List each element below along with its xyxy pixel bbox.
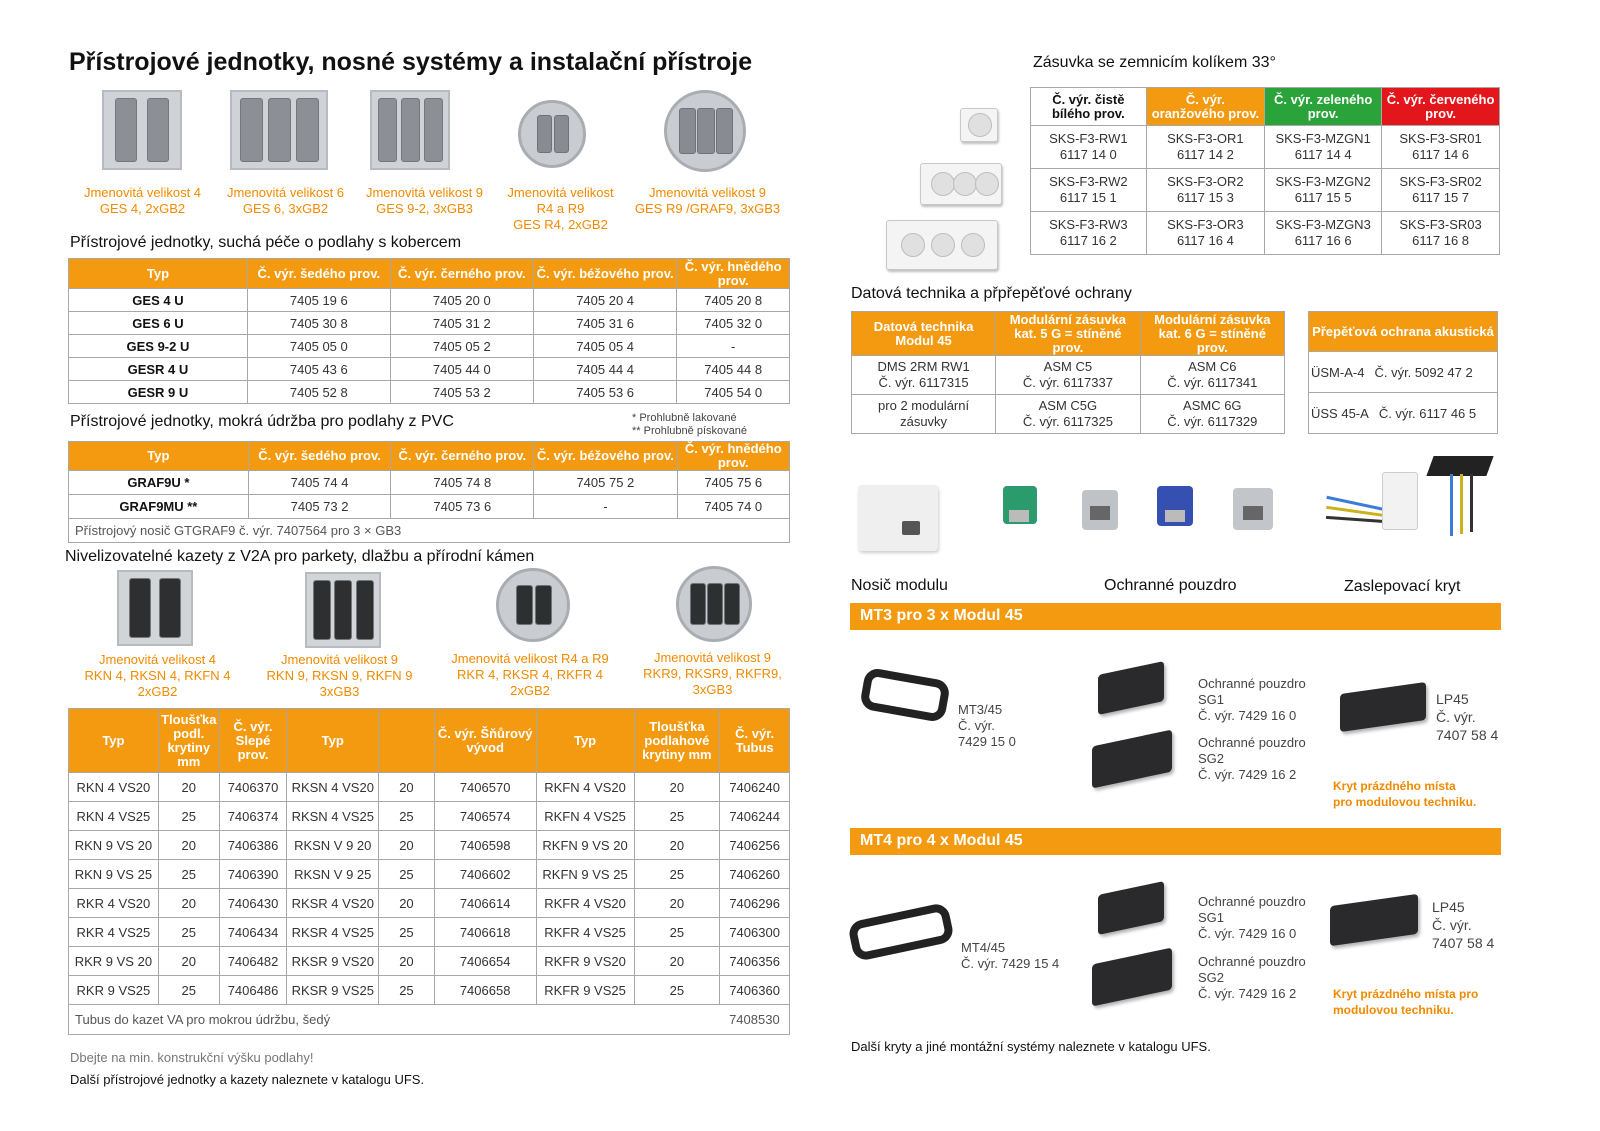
socket-type: SKS-F3-OR1 bbox=[1167, 131, 1244, 146]
mt4-case1-image bbox=[1098, 881, 1164, 935]
dry-type: GESR 4 U bbox=[69, 358, 248, 381]
dry-value: 7405 53 6 bbox=[533, 381, 677, 404]
dry-value: 7405 19 6 bbox=[247, 289, 390, 312]
kazety-cell: RKFR 9 VS20 bbox=[536, 947, 634, 976]
dry-h1: Č. výr. šedého prov. bbox=[247, 259, 390, 289]
socket-type: SKS-F3-SR02 bbox=[1399, 174, 1482, 189]
rkn9-image bbox=[305, 572, 381, 648]
kazety-cell: RKN 9 VS 25 bbox=[69, 860, 159, 889]
wet-note-1: * Prohlubně lakované bbox=[632, 412, 737, 424]
socket-h2: Č. výr. zeleného prov. bbox=[1265, 88, 1382, 126]
kazety-cell: 25 bbox=[158, 860, 219, 889]
dry-row bbox=[69, 289, 790, 312]
kazety-cell: 25 bbox=[158, 976, 219, 1005]
dry-value: 7405 44 8 bbox=[677, 358, 790, 381]
mt4-carrier-label: MT4/45 Č. výr. 7429 15 4 bbox=[961, 940, 1060, 971]
data-line1: pro 2 modulární bbox=[878, 398, 970, 413]
kazety-cell: 20 bbox=[379, 889, 435, 918]
surge-number: Č. výr. 6117 46 5 bbox=[1378, 405, 1477, 421]
kz-h0: Typ bbox=[69, 709, 159, 773]
kazety-row bbox=[69, 831, 790, 860]
kazety-cell: RKFN 9 VS 25 bbox=[536, 860, 634, 889]
kazety-caption-2: Jmenovitá velikost 9 RKN 9, RKSN 9, RKFN 9 3xGB3 bbox=[266, 652, 413, 699]
dry-value: 7405 54 0 bbox=[677, 381, 790, 404]
mt4-carrier-image bbox=[847, 902, 955, 962]
wet-h0: Typ bbox=[69, 442, 249, 471]
wet-type: GRAF9U * bbox=[69, 471, 249, 495]
kazety-cell: 25 bbox=[634, 918, 720, 947]
dry-value: 7405 31 2 bbox=[390, 312, 533, 335]
size-caption-3: Jmenovitá velikost 9 GES 9-2, 3xGB3 bbox=[365, 185, 484, 216]
asm-c5-image bbox=[1003, 486, 1037, 524]
socket-type: SKS-F3-RW3 bbox=[1049, 217, 1128, 232]
kazety-cell: 25 bbox=[634, 860, 720, 889]
dry-type: GESR 9 U bbox=[69, 381, 248, 404]
ges4-image bbox=[102, 90, 182, 170]
kazety-cell: 20 bbox=[379, 947, 435, 976]
kazety-cell: RKSR 4 VS20 bbox=[287, 889, 379, 918]
data-h1: Modulární zásuvka kat. 5 G = stíněné prov. bbox=[996, 312, 1140, 356]
kazety-cell: 7406614 bbox=[434, 889, 536, 918]
kazety-footer-value: 7408530 bbox=[720, 1005, 790, 1035]
kazety-cell: 20 bbox=[379, 831, 435, 860]
asm-c5g-image bbox=[1082, 490, 1118, 530]
page-title: Přístrojové jednotky, nosné systémy a instalační přístroje bbox=[69, 48, 753, 76]
kazety-cell: 25 bbox=[634, 802, 720, 831]
data-line2: Č. výr. 6117341 bbox=[1167, 375, 1258, 390]
mt3-case1-label: Ochranné pouzdro SG1 Č. výr. 7429 16 0 bbox=[1198, 676, 1306, 723]
wet-value: 7405 73 2 bbox=[248, 495, 391, 519]
footer-note: Dbejte na min. konstrukční výšku podlahy! bbox=[70, 1050, 314, 1065]
socket-number: 6117 16 2 bbox=[1059, 233, 1117, 248]
mt3-case2-label: Ochranné pouzdro SG2 Č. výr. 7429 16 2 bbox=[1198, 735, 1306, 782]
surge-h: Přepěťová ochrana akustická bbox=[1309, 312, 1498, 352]
data-row bbox=[852, 356, 1285, 395]
data-cell bbox=[852, 356, 996, 395]
asmc-6g-image bbox=[1233, 488, 1273, 530]
kazety-cell: 7406482 bbox=[219, 947, 287, 976]
socket-1-image bbox=[960, 108, 998, 142]
dry-value: 7405 44 4 bbox=[533, 358, 677, 381]
kazety-cell: 25 bbox=[634, 976, 720, 1005]
gesr4-image bbox=[518, 100, 586, 168]
kazety-cell: 20 bbox=[634, 773, 720, 802]
kazety-cell: RKFR 4 VS20 bbox=[536, 889, 634, 918]
surge-type: ÜSM-A-4 bbox=[1311, 364, 1365, 380]
data-h0: Datová technika Modul 45 bbox=[852, 312, 996, 356]
dry-value: 7405 30 8 bbox=[247, 312, 390, 335]
kazety-cell: 20 bbox=[158, 947, 219, 976]
kz-h2: Č. výr. Slepé prov. bbox=[219, 709, 287, 773]
size-caption-5: Jmenovitá velikost 9 GES R9 /GRAF9, 3xGB3 bbox=[634, 185, 781, 216]
socket-number: 6117 16 8 bbox=[1412, 233, 1470, 248]
kazety-cell: 25 bbox=[158, 802, 219, 831]
socket-2-image bbox=[920, 163, 1002, 205]
wet-value: 7405 75 6 bbox=[677, 471, 790, 495]
kazety-row bbox=[69, 918, 790, 947]
dry-value: 7405 52 8 bbox=[247, 381, 390, 404]
kazety-cell: 7406434 bbox=[219, 918, 287, 947]
dry-value: 7405 20 8 bbox=[677, 289, 790, 312]
wet-h2: Č. výr. černého prov. bbox=[391, 442, 534, 471]
data-heading: Datová technika a přpřepěťové ochrany bbox=[851, 285, 1132, 302]
rkn4-image bbox=[117, 570, 193, 646]
socket-type: SKS-F3-SR03 bbox=[1399, 217, 1482, 232]
mt3-bar: MT3 pro 3 x Modul 45 bbox=[850, 603, 1501, 630]
kazety-cell: RKFR 4 VS25 bbox=[536, 918, 634, 947]
rkr9-image bbox=[676, 566, 752, 642]
kazety-cell: 7406356 bbox=[720, 947, 790, 976]
wet-h1: Č. výr. šedého prov. bbox=[248, 442, 391, 471]
ges6-image bbox=[230, 90, 328, 170]
wet-footer: Přístrojový nosič GTGRAF9 č. výr. 7407564 pro 3 × GB3 bbox=[69, 519, 790, 543]
kazety-cell: 25 bbox=[379, 802, 435, 831]
kazety-cell: 20 bbox=[158, 889, 219, 918]
socket-number: 6117 14 2 bbox=[1176, 147, 1234, 162]
socket-number: 6117 15 7 bbox=[1412, 190, 1470, 205]
kazety-footer-label: Tubus do kazet VA pro mokrou údržbu, šedý bbox=[69, 1005, 720, 1035]
wet-value: 7405 74 4 bbox=[248, 471, 391, 495]
kazety-caption-3: Jmenovitá velikost R4 a R9 RKR 4, RKSR 4, RKFR 4 2xGB2 bbox=[451, 651, 609, 698]
kazety-cell: 20 bbox=[634, 947, 720, 976]
socket-h0: Č. výr. čistě bílého prov. bbox=[1031, 88, 1147, 126]
kazety-cell: RKFR 9 VS25 bbox=[536, 976, 634, 1005]
data-line2: Č. výr. 6117337 bbox=[1022, 375, 1113, 390]
wet-row bbox=[69, 495, 790, 519]
kazety-cell: 7406654 bbox=[434, 947, 536, 976]
socket-type: SKS-F3-RW2 bbox=[1049, 174, 1128, 189]
data-cell bbox=[996, 356, 1140, 395]
mt3-cover-note: Kryt prázdného místa pro modulovou techniku. bbox=[1333, 779, 1477, 809]
col-kryt: Zaslepovací kryt bbox=[1344, 578, 1461, 595]
wet-heading: Přístrojové jednotky, mokrá údržba pro podlahy z PVC bbox=[70, 413, 454, 430]
socket-type: SKS-F3-RW1 bbox=[1049, 131, 1128, 146]
socket-cell bbox=[1146, 212, 1264, 255]
socket-row bbox=[1031, 169, 1500, 212]
kz-h4 bbox=[379, 709, 435, 773]
uss-surge-image bbox=[1430, 456, 1492, 538]
dry-value: 7405 44 0 bbox=[390, 358, 533, 381]
kazety-cell: 7406618 bbox=[434, 918, 536, 947]
data-line1: ASM C5 bbox=[1043, 359, 1093, 374]
gesr9-image bbox=[664, 90, 746, 172]
kazety-cell: 7406570 bbox=[434, 773, 536, 802]
socket-type: SKS-F3-OR2 bbox=[1167, 174, 1244, 189]
kazety-cell: 7406300 bbox=[720, 918, 790, 947]
kazety-cell: 7406374 bbox=[219, 802, 287, 831]
socket-number: 6117 16 4 bbox=[1176, 233, 1234, 248]
socket-cell bbox=[1146, 169, 1264, 212]
kazety-cell: RKSR 9 VS20 bbox=[287, 947, 379, 976]
socket-type: SKS-F3-MZGN2 bbox=[1275, 174, 1371, 189]
socket-cell bbox=[1146, 126, 1264, 169]
kazety-cell: 7406430 bbox=[219, 889, 287, 918]
kazety-cell: RKR 9 VS 20 bbox=[69, 947, 159, 976]
kazety-cell: RKSR 4 VS25 bbox=[287, 918, 379, 947]
wet-value: - bbox=[534, 495, 677, 519]
wet-type: GRAF9MU ** bbox=[69, 495, 249, 519]
dry-h2: Č. výr. černého prov. bbox=[390, 259, 533, 289]
kazety-row bbox=[69, 976, 790, 1005]
col-nosic: Nosič modulu bbox=[851, 577, 948, 594]
kazety-table bbox=[68, 708, 790, 1035]
kz-h8: Č. výr. Tubus bbox=[720, 709, 790, 773]
kazety-row bbox=[69, 773, 790, 802]
socket-number: 6117 14 4 bbox=[1294, 147, 1352, 162]
socket-cell bbox=[1031, 212, 1147, 255]
data-cell bbox=[1140, 356, 1284, 395]
kazety-cell: RKSN 4 VS25 bbox=[287, 802, 379, 831]
data-line1: ASM C5G bbox=[1038, 398, 1098, 413]
usm-surge-image bbox=[1326, 472, 1416, 532]
mt4-cover-note: Kryt prázdného místa pro modulovou techniku. bbox=[1333, 987, 1479, 1017]
surge-cell bbox=[1309, 352, 1498, 393]
kazety-cell: 7406360 bbox=[720, 976, 790, 1005]
kazety-cell: 20 bbox=[158, 831, 219, 860]
dry-type: GES 4 U bbox=[69, 289, 248, 312]
mt4-case2-label: Ochranné pouzdro SG2 Č. výr. 7429 16 2 bbox=[1198, 954, 1306, 1001]
kazety-row bbox=[69, 947, 790, 976]
dry-h0: Typ bbox=[69, 259, 248, 289]
mt3-carrier-label: MT3/45 Č. výr. 7429 15 0 bbox=[958, 702, 1016, 749]
socket-number: 6117 16 6 bbox=[1294, 233, 1352, 248]
asm-c6-image bbox=[1157, 486, 1193, 526]
rkr4-image bbox=[496, 568, 570, 642]
kazety-cell: 20 bbox=[634, 889, 720, 918]
mt4-case2-image bbox=[1092, 947, 1172, 1006]
socket-cell bbox=[1265, 212, 1382, 255]
data-line2: Č. výr. 6117315 bbox=[878, 375, 969, 390]
kazety-cell: 7406598 bbox=[434, 831, 536, 860]
dry-row bbox=[69, 335, 790, 358]
kazety-cell: 7406240 bbox=[720, 773, 790, 802]
size-caption-4: Jmenovitá velikost R4 a R9 GES R4, 2xGB2 bbox=[507, 185, 614, 232]
kazety-cell: 7406256 bbox=[720, 831, 790, 860]
surge-cell bbox=[1309, 393, 1498, 434]
socket-number: 6117 15 5 bbox=[1294, 190, 1352, 205]
socket-cell bbox=[1382, 212, 1500, 255]
kazety-cell: RKFN 4 VS25 bbox=[536, 802, 634, 831]
kazety-cell: RKFN 4 VS20 bbox=[536, 773, 634, 802]
kazety-row bbox=[69, 802, 790, 831]
kazety-cell: 7406260 bbox=[720, 860, 790, 889]
data-cell bbox=[852, 395, 996, 434]
wet-row bbox=[69, 471, 790, 495]
kz-h1: Tloušťka podl. krytiny mm bbox=[158, 709, 219, 773]
socket-row bbox=[1031, 212, 1500, 255]
kazety-cell: 7406390 bbox=[219, 860, 287, 889]
dry-value: 7405 20 4 bbox=[533, 289, 677, 312]
kazety-cell: RKR 4 VS20 bbox=[69, 889, 159, 918]
mt3-carrier-image bbox=[859, 667, 951, 723]
dry-value: - bbox=[677, 335, 790, 358]
socket-cell bbox=[1265, 169, 1382, 212]
socket-type: SKS-F3-MZGN3 bbox=[1275, 217, 1371, 232]
kazety-cell: RKN 4 VS20 bbox=[69, 773, 159, 802]
mt3-cover-label: LP45 Č. výr. 7407 58 4 bbox=[1436, 691, 1499, 743]
kazety-cell: RKSN 4 VS20 bbox=[287, 773, 379, 802]
dry-value: 7405 20 0 bbox=[390, 289, 533, 312]
size-caption-2: Jmenovitá velikost 6 GES 6, 3xGB2 bbox=[226, 185, 345, 216]
kazety-heading: Nivelizovatelné kazety z V2A pro parkety, dlažbu a přírodní kámen bbox=[65, 548, 535, 565]
data-line2: zásuvky bbox=[900, 414, 948, 429]
surge-row bbox=[1309, 393, 1498, 434]
dry-row bbox=[69, 312, 790, 335]
kazety-cell: 25 bbox=[379, 918, 435, 947]
data-table bbox=[851, 311, 1285, 434]
socket-cell bbox=[1031, 126, 1147, 169]
socket-3-image bbox=[886, 220, 998, 270]
data-line2: Č. výr. 6117325 bbox=[1022, 414, 1113, 429]
kz-h3: Typ bbox=[287, 709, 379, 773]
socket-cell bbox=[1031, 169, 1147, 212]
dry-type: GES 9-2 U bbox=[69, 335, 248, 358]
socket-number: 6117 14 0 bbox=[1059, 147, 1117, 162]
socket-cell bbox=[1265, 126, 1382, 169]
mt4-bar: MT4 pro 4 x Modul 45 bbox=[850, 828, 1501, 855]
kazety-cell: 7406370 bbox=[219, 773, 287, 802]
data-line2: Č. výr. 6117329 bbox=[1167, 414, 1258, 429]
dry-value: 7405 43 6 bbox=[247, 358, 390, 381]
dry-value: 7405 05 0 bbox=[247, 335, 390, 358]
surge-table bbox=[1308, 311, 1498, 434]
socket-cell bbox=[1382, 126, 1500, 169]
dry-type: GES 6 U bbox=[69, 312, 248, 335]
dry-table bbox=[68, 258, 790, 404]
wet-value: 7405 75 2 bbox=[534, 471, 677, 495]
kazety-row bbox=[69, 860, 790, 889]
kazety-cell: 20 bbox=[158, 773, 219, 802]
mt4-cover-image bbox=[1330, 894, 1418, 946]
kazety-caption-1: Jmenovitá velikost 4 RKN 4, RKSN 4, RKFN 4 2xGB2 bbox=[84, 652, 231, 699]
dry-value: 7405 05 2 bbox=[390, 335, 533, 358]
mt3-cover-image bbox=[1340, 682, 1426, 732]
kz-h6: Typ bbox=[536, 709, 634, 773]
data-line1: DMS 2RM RW1 bbox=[877, 359, 970, 374]
socket-number: 6117 15 3 bbox=[1176, 190, 1234, 205]
col-pouzdro: Ochranné pouzdro bbox=[1104, 577, 1237, 594]
mt4-case1-label: Ochranné pouzdro SG1 Č. výr. 7429 16 0 bbox=[1198, 894, 1306, 941]
size-caption-1: Jmenovitá velikost 4 GES 4, 2xGB2 bbox=[83, 185, 202, 216]
kazety-cell: 25 bbox=[158, 918, 219, 947]
kazety-cell: 7406574 bbox=[434, 802, 536, 831]
wet-value: 7405 74 8 bbox=[391, 471, 534, 495]
mt3-case1-image bbox=[1098, 661, 1164, 715]
wet-table bbox=[68, 441, 790, 543]
wet-note-2: ** Prohlubně pískované bbox=[632, 425, 747, 437]
kazety-cell: 7406602 bbox=[434, 860, 536, 889]
kazety-cell: 7406296 bbox=[720, 889, 790, 918]
kazety-cell: 20 bbox=[634, 831, 720, 860]
kazety-cell: RKN 9 VS 20 bbox=[69, 831, 159, 860]
dry-heading: Přístrojové jednotky, suchá péče o podlahy s kobercem bbox=[70, 234, 462, 251]
dry-h3: Č. výr. béžového prov. bbox=[533, 259, 677, 289]
socket-number: 6117 14 6 bbox=[1412, 147, 1470, 162]
wet-value: 7405 73 6 bbox=[391, 495, 534, 519]
kazety-cell: RKFN 9 VS 20 bbox=[536, 831, 634, 860]
socket-type: SKS-F3-MZGN1 bbox=[1275, 131, 1371, 146]
kazety-cell: 25 bbox=[379, 976, 435, 1005]
wet-h3: Č. výr. béžového prov. bbox=[534, 442, 677, 471]
wet-value: 7405 74 0 bbox=[677, 495, 790, 519]
kazety-cell: 20 bbox=[379, 773, 435, 802]
socket-h1: Č. výr. oranžového prov. bbox=[1146, 88, 1264, 126]
surge-row bbox=[1309, 352, 1498, 393]
dry-row bbox=[69, 381, 790, 404]
dry-row bbox=[69, 358, 790, 381]
surge-number: Č. výr. 5092 47 2 bbox=[1374, 364, 1473, 380]
socket-cell bbox=[1382, 169, 1500, 212]
socket-heading: Zásuvka se zemnicím kolíkem 33° bbox=[1033, 54, 1276, 71]
kz-h5: Č. výr. Šňůrový vývod bbox=[434, 709, 536, 773]
data-h2: Modulární zásuvka kat. 6 G = stíněné prov. bbox=[1140, 312, 1284, 356]
kazety-cell: RKN 4 VS25 bbox=[69, 802, 159, 831]
socket-row bbox=[1031, 126, 1500, 169]
kazety-cell: 7406486 bbox=[219, 976, 287, 1005]
kazety-cell: RKR 4 VS25 bbox=[69, 918, 159, 947]
kazety-cell: 7406386 bbox=[219, 831, 287, 860]
surge-type: ÜSS 45-A bbox=[1311, 405, 1369, 421]
kazety-cell: 25 bbox=[379, 860, 435, 889]
footer-more-right: Další kryty a jiné montážní systémy naleznete v katalogu UFS. bbox=[851, 1039, 1211, 1054]
kz-h7: Tloušťka podlahové krytiny mm bbox=[634, 709, 720, 773]
socket-type: SKS-F3-SR01 bbox=[1399, 131, 1482, 146]
socket-number: 6117 15 1 bbox=[1059, 190, 1117, 205]
kazety-caption-4: Jmenovitá velikost 9 RKR9, RKSR9, RKFR9, 3xGB3 bbox=[643, 650, 782, 697]
socket-table bbox=[1030, 87, 1500, 255]
dry-value: 7405 32 0 bbox=[677, 312, 790, 335]
socket-type: SKS-F3-OR3 bbox=[1167, 217, 1244, 232]
data-cell bbox=[1140, 395, 1284, 434]
data-row bbox=[852, 395, 1285, 434]
mt3-case2-image bbox=[1092, 729, 1172, 788]
kazety-cell: RKSN V 9 25 bbox=[287, 860, 379, 889]
kazety-cell: RKSN V 9 20 bbox=[287, 831, 379, 860]
kazety-cell: 7406244 bbox=[720, 802, 790, 831]
kazety-cell: 7406658 bbox=[434, 976, 536, 1005]
dry-value: 7405 53 2 bbox=[390, 381, 533, 404]
dry-h4: Č. výr. hnědého prov. bbox=[677, 259, 790, 289]
kazety-row bbox=[69, 889, 790, 918]
wet-h4: Č. výr. hnědého prov. bbox=[677, 442, 790, 471]
dms-module-image bbox=[858, 485, 938, 551]
dry-value: 7405 05 4 bbox=[533, 335, 677, 358]
footer-more-left: Další přístrojové jednotky a kazety naleznete v katalogu UFS. bbox=[70, 1072, 425, 1087]
data-line1: ASM C6 bbox=[1188, 359, 1237, 374]
mt4-cover-label: LP45 Č. výr. 7407 58 4 bbox=[1432, 899, 1495, 951]
ges9-image bbox=[370, 90, 450, 170]
data-line1: ASMC 6G bbox=[1183, 398, 1242, 413]
dry-value: 7405 31 6 bbox=[533, 312, 677, 335]
kazety-cell: RKSR 9 VS25 bbox=[287, 976, 379, 1005]
socket-h3: Č. výr. červeného prov. bbox=[1382, 88, 1500, 126]
kazety-cell: RKR 9 VS25 bbox=[69, 976, 159, 1005]
data-cell bbox=[996, 395, 1140, 434]
